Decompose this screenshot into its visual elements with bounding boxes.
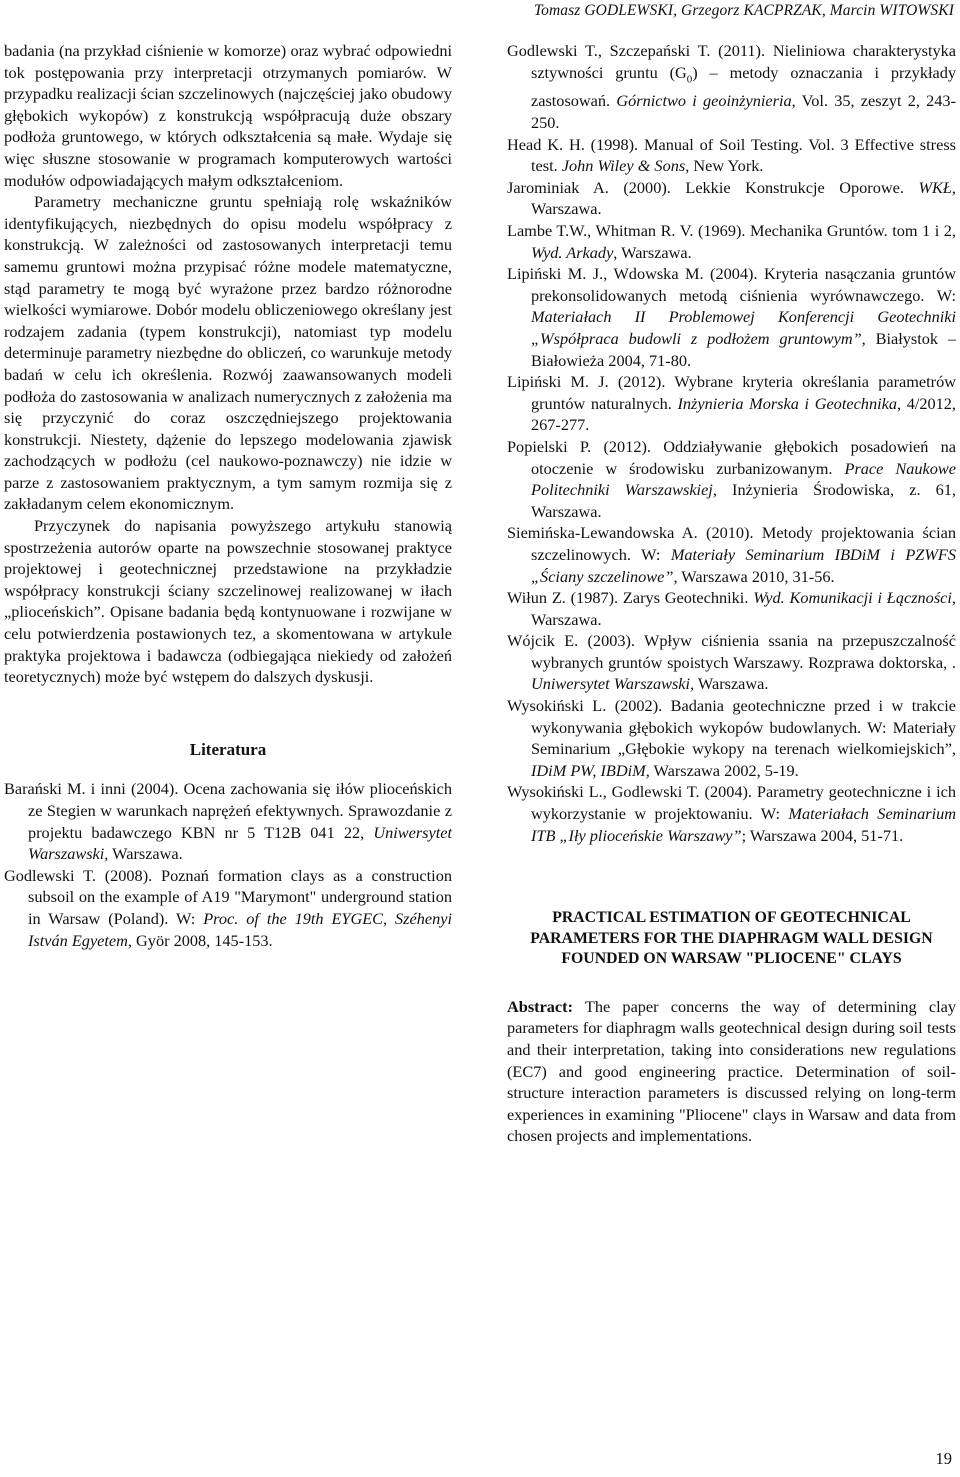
reference-entry: Lipiński M. J. (2012). Wybrane kryteria określania parametrów gruntów naturalnych. Inżynieria Morska i Geotechnika, 4/2012, 267-277. bbox=[507, 372, 956, 435]
reference-entry: Head K. H. (1998). Manual of Soil Testing. Vol. 3 Effective stress test. John Wiley & Sons, New York. bbox=[507, 134, 956, 176]
reference-entry: Godlewski T., Szczepański T. (2011). Nieliniowa charakterystyka sztywności gruntu $(G_0)$ – metody oznaczania i przykłady zastosowań. Górnictwo i geoinżynieria, Vol. 35, zeszyt 2, 243-250. bbox=[507, 41, 956, 133]
english-title: PRACTICAL ESTIMATION OF GEOTECHNICAL PARAMETERS FOR THE DIAPHRAGM WALL DESIGN FOUNDED ON WARSAW "PLIOCENE" CLAYS bbox=[530, 909, 933, 968]
body-paragraph: Parametry mechaniczne gruntu spełniają rolę wskaźników identyfikujących, niezbędnych do opisu modelu współpracy z konstrukcją. W zależności od zastosowanych interpretacji temu samemu gruntowi można przypisać różne modele matematyczne, stąd parametry te mogą być wyrażone przez bardzo różnorodne wielkości wymiarowe. Dobór modelu obliczeniowego określany jest rodzajem zadania (typem konstrukcji), natomiast typ modelu determinuje parametry niezbędne do obliczeń, co warunkuje metody badań w celu ich określenia. Rozwój zaawansowanych modeli podłoża do zastosowania w analizach numerycznych z założenia ma się przyczynić do coraz oszczędniejszego projektowania konstrukcji. Niestety, dążenie do lepszego modelowania zjawisk zachodzących w podłożu (cel naukowo-poznawczy) nie idzie w parze z zastosowaniem praktycznym, a tym samym rozmija się z zakładanym celem ekonomicznym. bbox=[4, 192, 452, 514]
reference-entry: Popielski P. (2012). Oddziaływanie głębokich posadowień na otoczenie w środowisku zurbanizowanym. Prace Naukowe Politechniki Warszawskiej, Inżynieria Środowiska, z. 61, Warszawa. bbox=[507, 436, 956, 521]
right-column bbox=[507, 40, 956, 1147]
left-column bbox=[4, 40, 452, 951]
page-number: 19 bbox=[935, 1449, 952, 1468]
reference-entry: Wójcik E. (2003). Wpływ ciśnienia ssania na przepuszczalność wybranych gruntów spoistych Warszawy. Rozprawa doktorska, . Uniwersytet Warszawski, Warszawa. bbox=[507, 631, 956, 694]
reference-entry: Siemińska-Lewandowska A. (2010). Metody projektowania ścian szczelinowych. W: Materiały Seminarium IBDiM i PZWFS „Ściany szczelinowe”, Warszawa 2010, 31-56. bbox=[507, 523, 956, 586]
literature-heading: Literatura bbox=[189, 739, 267, 759]
reference-entry: Godlewski T. (2008). Poznań formation clays as a construction subsoil on the example of A19 "Marymont" underground station in Warsaw (Poland). W: Proc. of the 19th EYGEC, Széhenyi István Egyetem, Györ 2008, 145-153. bbox=[4, 865, 452, 950]
body-paragraph: badania (na przykład ciśnienie w komorze) oraz wybrać odpowiedni tok postępowania przy interpretacji otrzymanych pomiarów. W przypadku realizacji ścian szczelinowych (najczęściej jako obudowy głębokich wykopów) z konstrukcją współpracują duże obszary podłoża gruntowego, w których odkształcenia są małe. Wydaje się więc słuszne stosowanie w programach komputerowych wartości modułów odpowiadających małym odkształceniom. bbox=[4, 41, 452, 190]
running-header: Tomasz GODLEWSKI, Grzegorz KACPRZAK, Marcin WITOWSKI bbox=[533, 2, 954, 19]
reference-entry: Wysokiński L. (2002). Badania geotechniczne przed i w trakcie wykonywania głębokich wykopów budowlanych. W: Materiały Seminarium „Głębokie wykopy na terenach wielkomiejskich”, IDiM PW, IBDiM, Warszawa 2002, 5-19. bbox=[507, 696, 956, 780]
reference-entry: Wiłun Z. (1987). Zarys Geotechniki. Wyd. Komunikacji i Łączności, Warszawa. bbox=[507, 588, 956, 629]
reference-entry: Lipiński M. J., Wdowska M. (2004). Kryteria nasączania gruntów prekonsolidowanych metodą ciśnienia wyrównawczego. W: Materiałach II Problemowej Konferencji Geotechniki „Współpraca budowli z podłożem gruntowym”, Białystok – Białowieża 2004, 71-80. bbox=[507, 264, 956, 370]
reference-entry: Barański M. i inni (2004). Ocena zachowania się iłów plioceńskich ze Stegien w warunkach naprężeń efektywnych. Sprawozdanie z projektu badawczego KBN nr 5 T12B 041 22, Uniwersytet Warszawski, Warszawa. bbox=[4, 779, 452, 864]
abstract: Abstract: The paper concerns the way of determining clay parameters for diaphragm walls geotechnical design during soil tests and their interpretation, taking into considerations new regulations (EC7) and good engineering practice. Determination of soil-structure interaction parameters is discussed relying on long-term experiences in examining "Pliocene" clays in Warsaw and data from chosen projects and implementations. bbox=[507, 996, 956, 1146]
reference-entry: Wysokiński L., Godlewski T. (2004). Parametry geotechniczne i ich wykorzystanie w projektowaniu. W: Materiałach Seminarium ITB „Iły plioceńskie Warszawy”; Warszawa 2004, 51-71. bbox=[507, 782, 956, 845]
reference-entry: Jarominiak A. (2000). Lekkie Konstrukcje Oporowe. WKŁ, Warszawa. bbox=[507, 177, 956, 219]
reference-entry: Lambe T.W., Whitman R. V. (1969). Mechanika Gruntów. tom 1 i 2, Wyd. Arkady, Warszawa. bbox=[507, 221, 956, 262]
body-paragraph: Przyczynek do napisania powyższego artykułu stanowią spostrzeżenia autorów oparte na powszechnie stosowanej praktyce projektowej i geotechnicznej przedstawione na przykładzie współpracy konstrukcji ściany szczelinowej realizowanej w iłach „plioceńskich”. Opisane badania będą kontynuowane i rozwijane w celu potwierdzenia postawionych tez, a skomentowana w artykule praktyka projektowa i badawcza (odbiegająca niekiedy od założeń teoretycznych) może być wstępem do dalszych dyskusji. bbox=[4, 516, 452, 687]
